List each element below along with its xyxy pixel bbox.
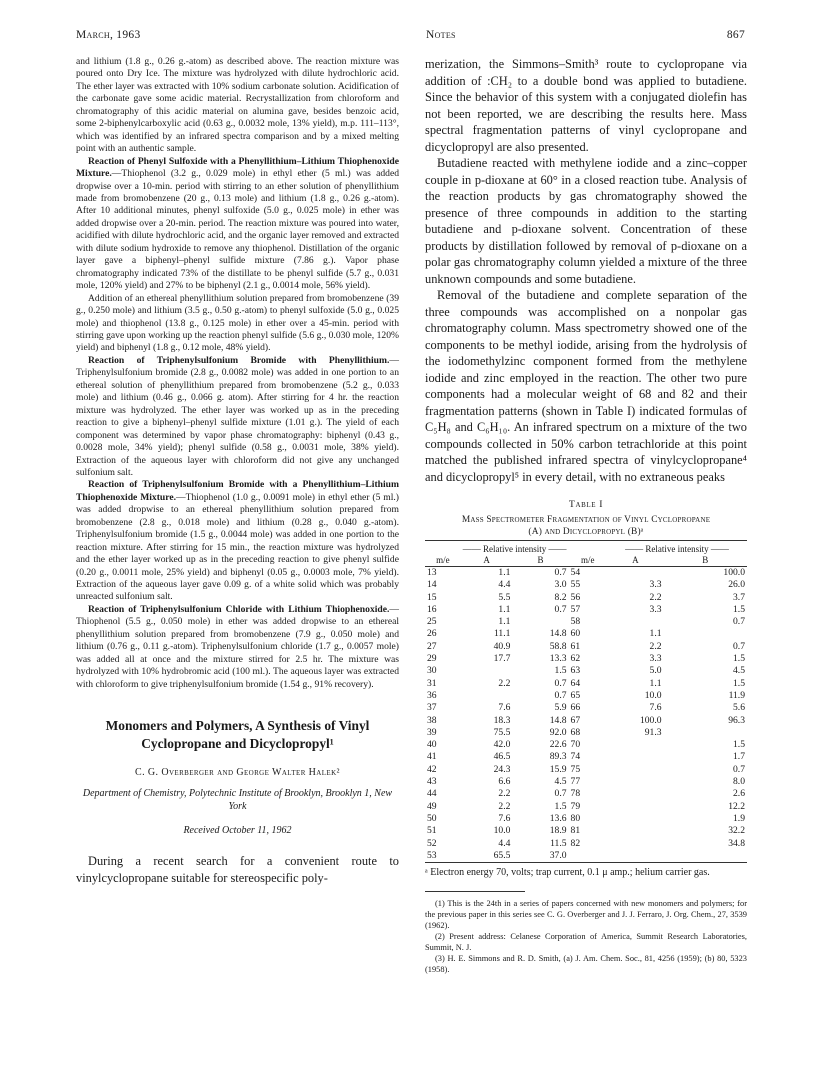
table-row [425,715,747,727]
column-header-a: A [607,555,663,567]
table-row [425,801,747,813]
section-triphenylsulfonium-chloride [76,604,399,691]
table-cell: 36 [427,689,437,701]
table-cell: 96.3 [728,714,745,726]
table-row [425,813,747,825]
table-cell: 0.7 [733,616,745,628]
table-cell [461,665,513,677]
table-cell: 5.9 [554,702,567,714]
table-cell: 1.5 [733,739,745,751]
table-cell: 24.3 [493,763,511,775]
table-row [425,727,747,739]
table-row [425,764,747,776]
table-cell: 8.2 [554,591,567,603]
table-cell: 5.0 [649,665,662,677]
footnote: (1) This is the 24th in a series of papers concerned with new monomers and polymers; for the previous paper in this series see C. G. Overberger and J. J. Ferraro, J. Org. Chem., 27, 3539 (1962). [425,899,747,931]
table-cell: 80 [570,812,581,824]
table-cell: 11.5 [550,837,567,849]
table-cell: 41 [427,751,437,763]
article-authors: C. G. Overberger and George Walter Halek² [135,767,340,779]
table-cell: 1.5 [733,677,745,689]
table-cell: 37.0 [512,850,568,863]
table-row [425,825,747,837]
table-cell: 1.5 [733,603,745,615]
table-cell: 2.6 [733,788,745,800]
table-cell: 91.3 [644,726,662,738]
table-cell [607,838,663,850]
table-row [425,678,747,690]
table-cell: 75.5 [493,726,511,738]
footnote: (2) Present address: Celanese Corporation of America, Summit Research Laboratories, Summit, N. J. [425,932,747,953]
section-text: —Thiophenol (1.0 g., 0.0091 mole) in ethyl ether (5 ml.) was added dropwise to an ethereal phenyllithium solution prepared from bromobenzene (2.8 g., 0.018 mole) and lithium (0.28 g., 0.040 g.-atom). Triphenylsulfonium bromide (1.5 g., 0.0044 mole) was added in one portion to the reaction mixture. After stirring for 15 min., the reaction mixture was hydrolyzed and the ether layer worked up as in the preceding reaction to give phenyl sulfide (0.20 g., 0.0011 mole, 25% yield) and biphenyl (0.05 g., 0.0003 mole, 7% yield). Extraction of the aqueous layer gave 0.09 g. of a white solid which was probably unreacted sulfonium salt. [76,491,399,603]
table-cell: 55 [570,579,581,591]
table-cell [607,850,663,863]
section-heading: Reaction of Phenyl Sulfoxide with a Phenyllithium–Lithium Thiophenoxide Mixture. [76,155,399,180]
table-cell: 42 [427,763,437,775]
table-cell [461,690,513,702]
table-cell: 2.2 [498,800,511,812]
table-row [425,567,747,580]
table-cell: 16 [427,603,437,615]
section-triphenylsulfonium-mixture [76,479,399,604]
group-header-left: —— Relative intensity —— [462,544,567,554]
table-cell: 78 [570,788,581,800]
table-cell: 43 [427,776,437,788]
table-cell: 29 [427,653,437,665]
section-heading: Reaction of Triphenylsulfonium Bromide with Phenyllithium. [88,354,390,366]
table-cell: 100.0 [639,714,662,726]
column-header-a: A [461,555,513,567]
table-cell [607,751,663,763]
table-cell: 58 [570,616,581,628]
table-cell: 15 [427,591,437,603]
table-cell: 100.0 [723,567,745,578]
table-cell: 14 [427,579,437,591]
table-cell: 10.0 [644,689,662,701]
table-row [425,702,747,714]
table-cell [664,850,747,863]
table-cell [569,850,608,863]
table-cell: 89.3 [549,751,567,763]
table-cell: 40 [427,739,437,751]
table-cell: 65 [570,689,581,701]
table-cell: 15.9 [549,763,567,775]
footnote: (3) H. E. Simmons and R. D. Smith, (a) J. Am. Chem. Soc., 81, 4256 (1959); (b) 80, 5323 (1958). [425,954,747,975]
table-row [425,641,747,653]
table-cell: 39 [427,726,437,738]
table-cell: 3.3 [649,579,662,591]
table-cell: 1.5 [733,653,745,665]
table-cell: 0.7 [733,763,745,775]
received-date: Received October 11, 1962 [183,825,292,837]
table-cell: 52 [427,837,437,849]
table-row [425,592,747,604]
table-cell: 2.2 [498,677,511,689]
table-cell: 6.6 [498,776,511,788]
table-cell: 0.7 [554,677,567,689]
table-title-line: (A) and Dicyclopropyl (B)ᵃ [528,527,644,537]
table-cell [607,776,663,788]
section-text: —Triphenylsulfonium bromide (2.8 g., 0.0082 mole) was added in one portion to an ethereal solution of phenyllithium prepared from bromobenzene (5.2 g., 0.033 mole) and lithium (0.46 g., 0.066 g. atom). After stirring for 4 hr. the reaction mixture was hydrolyzed. The ether layer was worked up as in the preceding reaction to give a biphenyl–phenyl sulfide mixture (1.01 g.). The yield of each component was determined by vapor phase chromatography: biphenyl (0.43 g., 0.0028 mole, 34% yield); phenyl sulfide (0.58 g., 0.0031 mole, 38% yield). Extraction of the aqueous layer with chloroform did not give any unchanged sulfonium salt. [76,354,399,478]
table-cell: 18.3 [493,714,511,726]
table-cell: 75 [570,763,581,775]
table-row [425,628,747,640]
table-cell: 34.8 [728,837,745,849]
table-cell: 62 [570,653,581,665]
table-cell: 58.8 [549,640,567,652]
column-header-b: B [512,555,568,567]
table-cell: 0.7 [554,603,567,615]
table-footnote: ᵃ Electron energy 70, volts; trap current, 0.1 μ amp.; helium carrier gas. [425,867,710,879]
paragraph: Butadiene reacted with methylene iodide and a zinc–copper couple in p-dioxane at 60° in a closed reaction tube. Analysis of the reaction products by gas chromatography showed the presence of three compounds in addition to the starting butadiene and p-dioxane solvent. Concentration of these products by distillation followed by removal of p-dioxane on a polar gas chromatography column yielded a mixture of the three unknown compounds and some butadiene. [425,156,747,286]
table-cell [607,801,663,813]
table-cell: 65.5 [461,850,513,863]
paragraph: merization, the Simmons–Smith³ route to cyclopropane via addition of :CH₂ to a double bond was applied to butadiene. Since the behavior of this system with a conjugated diolefin has not been reported, we are describing the results here. Mass spectral fragmentation patterns of vinyl cyclopropane and dicyclopropyl are also presented. [425,57,747,154]
table-cell: 42.0 [493,739,511,751]
section-heading: Reaction of Triphenylsulfonium Bromide with a Phenyllithium–Lithium Thiophenoxide Mixture. [76,479,399,503]
table-cell [607,825,663,837]
table-row [425,604,747,616]
table-cell: 53 [425,850,461,863]
table-cell: 8.0 [733,776,745,788]
table-cell [607,739,663,751]
table-cell: 1.1 [649,628,662,640]
table-cell: 63 [570,665,581,677]
table-cell: 81 [570,825,581,837]
table-cell: 68 [570,726,581,738]
table-title [425,514,747,538]
table-row [425,850,747,863]
table-cell: 54 [570,567,581,578]
paragraph: Addition of an ethereal phenyllithium solution prepared from bromobenzene (39 g., 0.250 mole) and lithium (3.5 g., 0.50 g.-atom) to phenyl sulfoxide (5.0 g., 0.025 mole) and thiophenol (13.8 g., 0.125 mole) in ether over a 45-min. period with stirring gave upon working up the reaction phenyl sulfide (5.6 g., 0.030 mole, 120% yield) and biphenyl (1.8 g., 0.12 mole, 48% yield). [76,292,399,354]
paragraph: Removal of the butadiene and complete separation of the three compounds was accomplished on a nonpolar gas chromatography column. Mass spectrometry showed one of the components to be methyl iodide, arising from the hydrolysis of the iodomethylzinc component formed from the methylene iodide and zinc employed in the reaction. The other two pure components had a molecular weight of 68 and 82 and their fragmentation patterns (shown in Table I) indicated formulas of C₅H₈ and C₆H₁₀. An infrared spectrum on a mixture of the two compounds collected in 50% carbon tetrachloride at this point matched the published infrared spectra of vinylcyclopropane⁴ and dicyclopropyl⁵ in every detail, with no extraneous peaks [425,288,747,484]
table-cell: 1.1 [498,616,511,628]
table-row [425,690,747,702]
table-cell: 61 [570,640,581,652]
table-cell: 26 [427,628,437,640]
table-cell: 7.6 [498,702,511,714]
table-cell: 82 [570,837,581,849]
table-cell: 0.7 [554,788,567,800]
table-row [425,788,747,800]
table-cell: 26.0 [728,579,745,591]
table-caption: Table I [568,499,604,510]
table-cell: 38 [427,714,437,726]
table-cell: 44 [427,788,437,800]
table-cell: 51 [427,825,437,837]
table-cell: 1.9 [733,812,745,824]
table-cell [607,813,663,825]
table-cell: 3.3 [649,603,662,615]
table-cell: 3.3 [649,653,662,665]
paragraph-continued: and lithium (1.8 g., 0.26 g.-atom) as described above. The reaction mixture was poured onto Dry Ice. The mixture was hydrolyzed with dilute hydrochloric acid. The ether layer was extracted with 10% sodium carbonate solution. Acidification of the carbonate gave some acidic material. Recrystallization from chloroform and chromatography of this acidic material on alumina gave, besides benzoic acid, some 2-biphenylcarboxylic acid (0.63 g., 0.0032 mole, 13% yield), m.p. 111–113°, which was identified by an infrared spectra comparison and by a mixed melting point with an authentic sample. [76,56,399,155]
table-cell [607,788,663,800]
table-cell: 40.9 [493,640,511,652]
left-column [76,56,399,886]
table-cell: 0.7 [554,689,567,701]
table-row [425,751,747,763]
table-cell: 0.7 [554,567,567,578]
table-cell: 1.1 [498,603,511,615]
author-affiliation: Department of Chemistry, Polytechnic Institute of Brooklyn, Brooklyn 1, New York [82,788,393,813]
table-row [425,579,747,591]
table-row [425,838,747,850]
table-cell: 1.5 [554,800,567,812]
section-heading: Reaction of Triphenylsulfonium Chloride with Lithium Thiophenoxide. [88,603,390,615]
table-cell: 7.6 [649,702,662,714]
table-cell: 7.6 [498,812,511,824]
table-cell: 57 [570,603,581,615]
fragmentation-table [425,540,747,863]
table-cell: 13 [427,567,437,578]
table-row [425,776,747,788]
table-cell: 92.0 [549,726,567,738]
table-cell: 60 [570,628,581,640]
table-cell [664,727,747,739]
table-cell: 5.6 [733,702,745,714]
table-cell: 56 [570,591,581,603]
introduction-paragraph: During a recent search for a convenient route to vinylcyclopropane suitable for stereospecific poly- [76,854,399,885]
table-cell: 3.7 [733,591,745,603]
section-phenyl-sulfoxide [76,156,399,293]
table-cell: 17.7 [493,653,511,665]
table-cell: 18.9 [549,825,567,837]
table-cell: 2.2 [649,591,662,603]
table-cell: 12.2 [728,800,745,812]
table-cell: 22.6 [549,739,567,751]
table-cell [607,764,663,776]
header-date: March, 1963 [76,29,141,41]
column-header-me: m/e [569,555,608,567]
table-row [425,739,747,751]
table-cell: 66 [570,702,581,714]
table-cell: 4.4 [498,837,511,849]
table-cell: 4.5 [733,665,745,677]
table-cell: 49 [427,800,437,812]
table-row [425,616,747,628]
table-cell: 4.5 [554,776,567,788]
table-cell [607,616,663,628]
group-header-right: —— Relative intensity —— [625,544,729,554]
table-mass-spectra [425,499,747,879]
article-title: Monomers and Polymers, A Synthesis of Vinyl Cyclopropane and Dicyclopropyl¹ [105,718,370,752]
table-cell: 74 [570,751,581,763]
table-cell: 11.1 [493,628,511,640]
table-cell: 14.8 [549,628,567,640]
table-cell: 67 [570,714,581,726]
section-text: —Thiophenol (5.5 g., 0.050 mole) in ether was added dropwise to an ethereal phenyllithium solution prepared from bromobenzene (7.9 g., 0.050 mole) and lithium (0.76 g., 0.11 g.-atom). Triphenylsulfonium chloride (1.7 g., 0.0057 mole) was added all at once and the mixture stirred for 2.5 hr. The mixture was hydrolyzed with 10% hydrobromic acid (100 ml.). The aqueous layer was extracted with chloroform to give triphenylsulfonium bromide (1.54 g., 91% recovery). [76,603,399,690]
column-header-b: B [664,555,747,567]
table-cell: 10.0 [493,825,511,837]
table-cell: 2.2 [498,788,511,800]
table-cell: 77 [570,776,581,788]
table-cell: 32.2 [728,825,745,837]
header-section: Notes [426,29,456,41]
table-cell: 1.7 [733,751,745,763]
table-cell: 1.1 [649,677,662,689]
table-cell: 13.6 [549,812,567,824]
table-cell: 3.0 [554,579,567,591]
right-column [425,56,747,975]
table-cell: 50 [427,812,437,824]
table-cell: 0.7 [733,640,745,652]
table-cell [607,567,663,580]
table-cell [664,628,747,640]
table-row [425,653,747,665]
table-cell: 4.4 [498,579,511,591]
footnote-divider [425,891,525,892]
running-header [76,29,745,45]
table-cell: 70 [570,739,581,751]
table-cell: 13.3 [549,653,567,665]
table-cell: 5.5 [498,591,511,603]
footnotes [425,898,747,975]
table-cell: 46.5 [493,751,511,763]
table-cell: 64 [570,677,581,689]
table-cell: 30 [427,665,437,677]
table-cell: 25 [427,616,437,628]
table-title-line: Mass Spectrometer Fragmentation of Vinyl Cyclopropane [461,515,711,525]
column-header-me: m/e [425,555,461,567]
table-cell: 31 [427,677,437,689]
table-cell: 14.8 [549,714,567,726]
section-text: —Thiophenol (3.2 g., 0.029 mole) in ethyl ether (5 ml.) was added dropwise over a 10-min. period with stirring to an ether solution of phenyllithium made from bromobenzene (20 g., 0.13 mole) and lithium (1.8 g., 0.26 g.-atom). After 10 additional minutes, phenyl sulfoxide (5.0 g., 0.025 mole) in ether was added dropwise over a 20-min. period. The reaction mixture was poured into water, acidified with dilute hydrochloric acid, and the organic layer removed and extracted with dilute sodium hydroxide to remove any thiophenol. Distillation of the organic layer gave a biphenyl–phenyl sulfide mixture (7.86 g.). Vapor phase chromatography indicated 73% of the distillate to be phenyl sulfide (5.7 g., 0.031 mole, 120% yield) and 27% to be biphenyl (2.1 g., 0.0014 mole, 56% yield). [76,168,399,292]
table-cell: 27 [427,640,437,652]
table-cell: 11.9 [728,689,745,701]
table-row [425,665,747,677]
table-cell [512,616,568,628]
section-triphenylsulfonium-phenyllithium [76,355,399,480]
table-cell: 37 [427,702,437,714]
table-cell: 79 [570,800,581,812]
table-cell: 1.1 [498,567,511,578]
table-cell: 2.2 [649,640,662,652]
table-cell: 1.5 [554,665,567,677]
page-number: 867 [726,29,745,41]
